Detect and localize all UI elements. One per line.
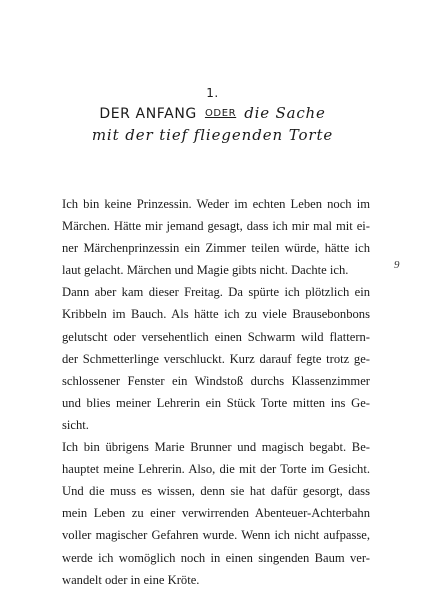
text-line: Ich bin keine Prinzessin. Weder im echten Leben noch im: [62, 197, 370, 211]
text-line: ner Märchenprinzessin ein Zimmer teilen würde, hätte ich: [62, 241, 370, 256]
text-line: gelutscht oder versehentlich einen Schwarm wild flattern-: [62, 329, 370, 344]
text-line: Dann aber kam dieser Freitag. Da spürte ich plötzlich ein: [62, 285, 370, 300]
text-line: Ich bin übrigens Marie Brunner und magisch begabt. Be-: [62, 440, 370, 455]
text-line: wandelt oder in eine Kröte.: [62, 572, 200, 587]
chapter-title-caps: DER ANFANG: [99, 106, 197, 122]
chapter-number: 1.: [206, 86, 219, 100]
chapter-title-script-1: die Sache: [244, 104, 326, 122]
text-line: Kribbeln im Bauch. Als hätte ich zu viele Brausebonbons: [62, 307, 370, 322]
text-line: sicht.: [62, 417, 89, 432]
page-number: 9: [394, 259, 400, 271]
text-line: schlossener Fenster ein Windstoß durchs Klassenzimmer: [62, 373, 370, 388]
text-line: voller magischer Gefahren wurde. Wenn ich nicht aufpasse,: [62, 528, 370, 543]
text-line: und blies meiner Lehrerin ein Stück Torte mitten ins Ge-: [62, 395, 370, 410]
text-line: laut gelacht. Märchen und Magie gibts nicht. Dachte ich.: [62, 263, 349, 278]
text-line: Und die muss es wissen, denn sie hat dafür gesorgt, dass: [62, 484, 370, 499]
text-line: mein Leben zu einer verwirrenden Abenteuer-Achterbahn: [62, 506, 370, 521]
text-line: werde ich womöglich noch in einen singenden Baum ver-: [62, 550, 370, 565]
body-text: [62, 193, 370, 591]
chapter-title-line-1: [0, 104, 425, 122]
text-line: der Schmetterlinge verschluckt. Kurz darauf fegte trotz ge-: [62, 351, 370, 366]
chapter-title-line-2: mit der tief fliegenden Torte: [91, 126, 334, 144]
text-line: hauptet meine Lehrerin. Also, die mit der Torte im Gesicht.: [62, 462, 370, 477]
text-line: Märchen. Hätte mir jemand gesagt, dass ich mir mal mit ei-: [62, 219, 370, 234]
chapter-title-oder: ODER: [204, 108, 237, 119]
